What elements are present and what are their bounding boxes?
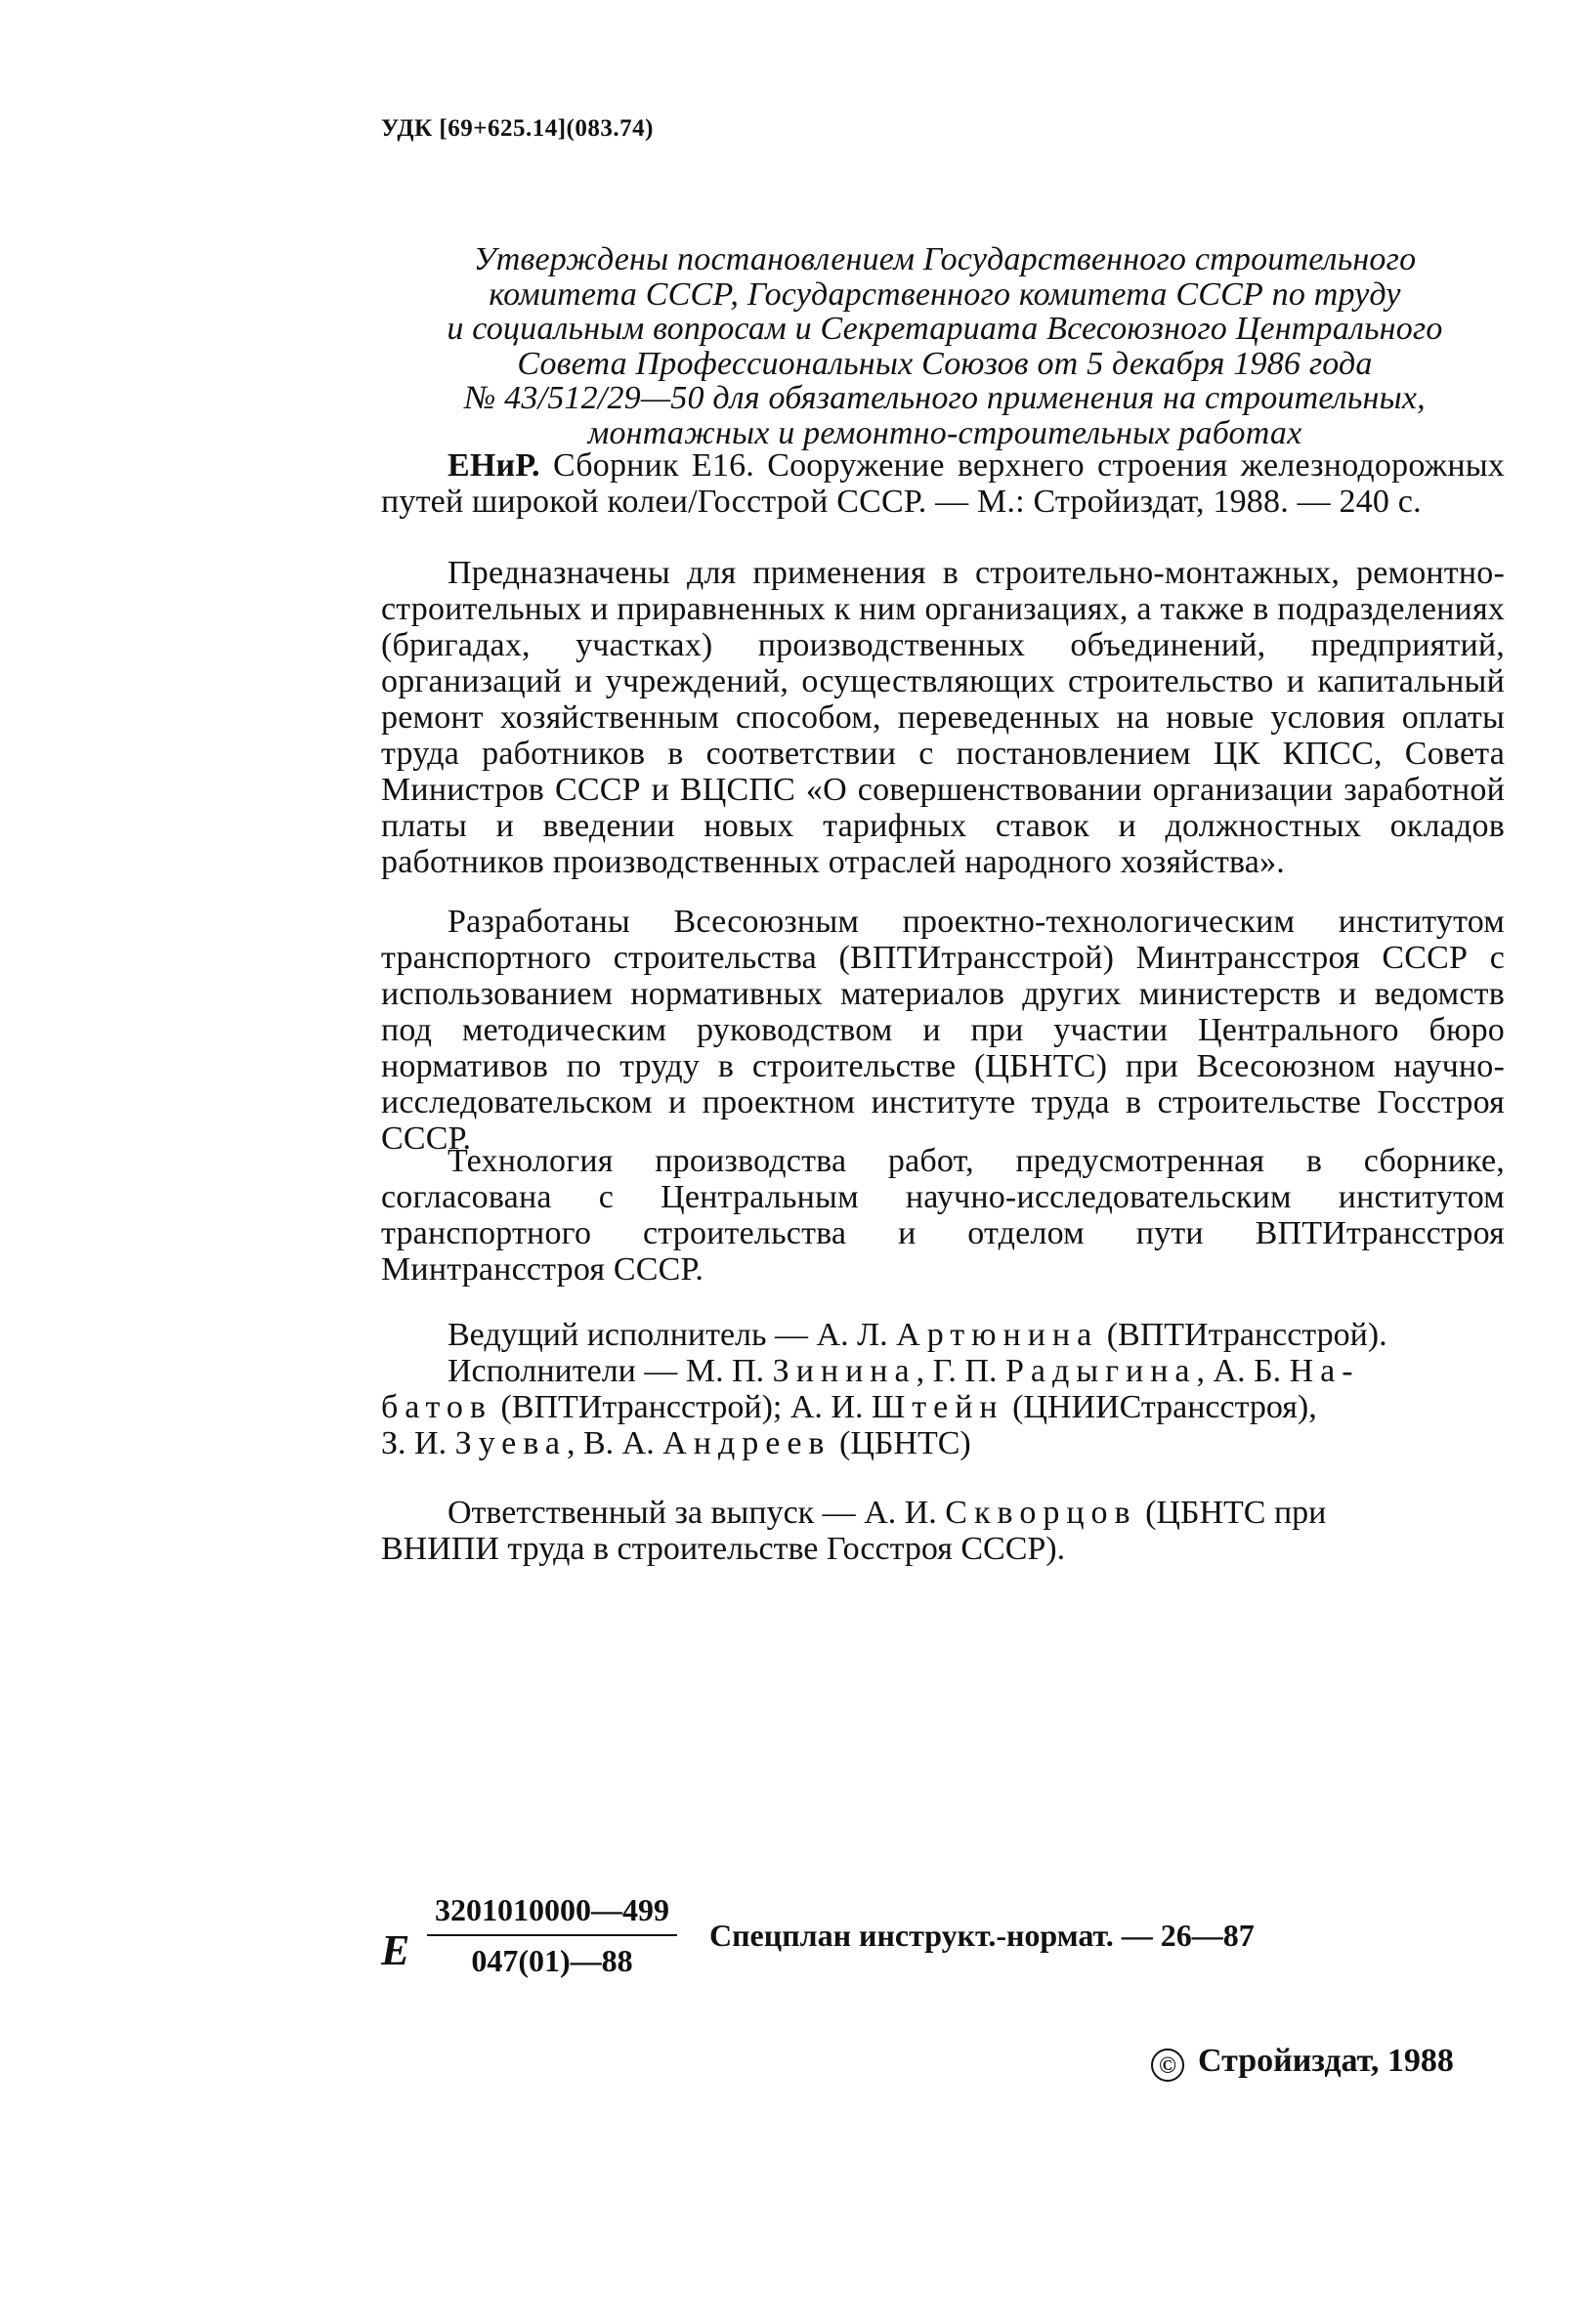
- executors-line: батов (ВПТИтрансстрой); А. И. Штейн (ЦНИИСтрансстроя),: [381, 1389, 1317, 1425]
- catalog-numerator: 3201010000—499: [435, 1892, 669, 1927]
- catalog-letter: Е: [381, 1926, 410, 1974]
- responsible-line: ВНИПИ труда в строительстве Госстроя СССР).: [381, 1531, 1066, 1567]
- surname: Зинина: [772, 1353, 917, 1389]
- copyright-text: Стройиздат, 1988: [1198, 2043, 1454, 2079]
- surname: Зуева: [454, 1425, 567, 1461]
- responsible-block: [381, 1495, 1505, 1567]
- responsible-line: Ответственный за выпуск — А. И. Скворцов (ЦБНТС при: [448, 1495, 1327, 1531]
- lead-contributor-line: Ведущий исполнитель — А. Л. Артюнина (ВПТИтрансстрой).: [448, 1317, 1387, 1353]
- approval-line: Совета Профессиональных Союзов от 5 декабря 1986 года: [517, 345, 1373, 382]
- surname: Штейн: [871, 1389, 1004, 1425]
- surname: Артюнина: [896, 1317, 1099, 1353]
- surname: батов: [381, 1389, 492, 1425]
- approval-line: и социальным вопросам и Секретариата Всесоюзного Центрального: [447, 311, 1443, 347]
- surname: Скворцов: [945, 1495, 1137, 1531]
- surname: Андреев: [662, 1425, 832, 1461]
- approval-line: Утверждены постановлением Государственного строительного: [473, 241, 1417, 277]
- catalog-fraction: [427, 1893, 677, 1977]
- approval-line: № 43/512/29—50 для обязательного применения на строительных,: [464, 380, 1426, 416]
- approval-line: монтажных и ремонтно-строительных работах: [587, 414, 1302, 451]
- specplan-text: Спецплан инструкт.-нормат. — 26—87: [709, 1918, 1255, 1953]
- paragraph-text: Разработаны Всесоюзным проектно-технологическим институтом транспортного строительства (ВПТИтрансстрой) Минтрансстроя СССР с использованием нормативных материалов других министерств и ведомств под методическим руководством и при участии Центрального бюро нормативов по труду в строительстве (ЦБНТС) при Всесоюзном научно-исследовательском и проектном институте труда в строительстве Госстроя СССР.: [381, 904, 1505, 1157]
- paragraph-purpose: [381, 555, 1505, 880]
- paragraph-technology: [381, 1143, 1505, 1288]
- surname: Радыгина: [1004, 1353, 1197, 1389]
- copyright-icon: ©: [1151, 2049, 1184, 2082]
- catalog-index: [381, 1893, 1505, 2003]
- executors-line: Исполнители — М. П. Зинина, Г. П. Радыгина, А. Б. На-: [448, 1353, 1360, 1389]
- approval-statement: [377, 242, 1513, 450]
- paragraph-text: Предназначены для применения в строительно-монтажных, ремонтно-строительных и приравненных к ним организациях, а также в подразделениях (бригадах, участках) производственных объединений, предприятий, организаций и учреждений, осуществляющих строительство и капитальный ремонт хозяйственным способом, переведенных на новые условия оплаты труда работников в соответствии с постановлением ЦК КПСС, Совета Министров СССР и ВЦСПС «О совершенствовании организации заработной платы и введении новых тарифных ставок и должностных окладов работников производственных отраслей народного хозяйства».: [381, 555, 1505, 880]
- copyright-line: [1151, 2044, 1454, 2082]
- approval-line: комитета СССР, Государственного комитета СССР по труду: [489, 275, 1401, 313]
- bibliographic-entry: [381, 447, 1505, 520]
- enir-label: ЕНиР.: [448, 447, 540, 484]
- executors-line: З. И. Зуева, В. А. Андреев (ЦБНТС): [381, 1425, 971, 1461]
- udk-code: УДК [69+625.14](083.74): [381, 115, 654, 142]
- contributors-block: [381, 1317, 1505, 1461]
- paragraph-developers: [381, 904, 1505, 1157]
- catalog-denominator: 047(01)—88: [471, 1943, 633, 1978]
- surname: На-: [1289, 1353, 1360, 1389]
- bibliographic-text: Сборник Е16. Сооружение верхнего строения железнодорожных путей широкой колеи/Госстрой СССР. — М.: Стройиздат, 1988. — 240 с.: [381, 447, 1505, 520]
- paragraph-text: Технология производства работ, предусмотренная в сборнике, согласована с Центральным научно-исследовательским институтом транспортного строительства и отделом пути ВПТИтрансстроя Минтрансстроя СССР.: [381, 1143, 1505, 1288]
